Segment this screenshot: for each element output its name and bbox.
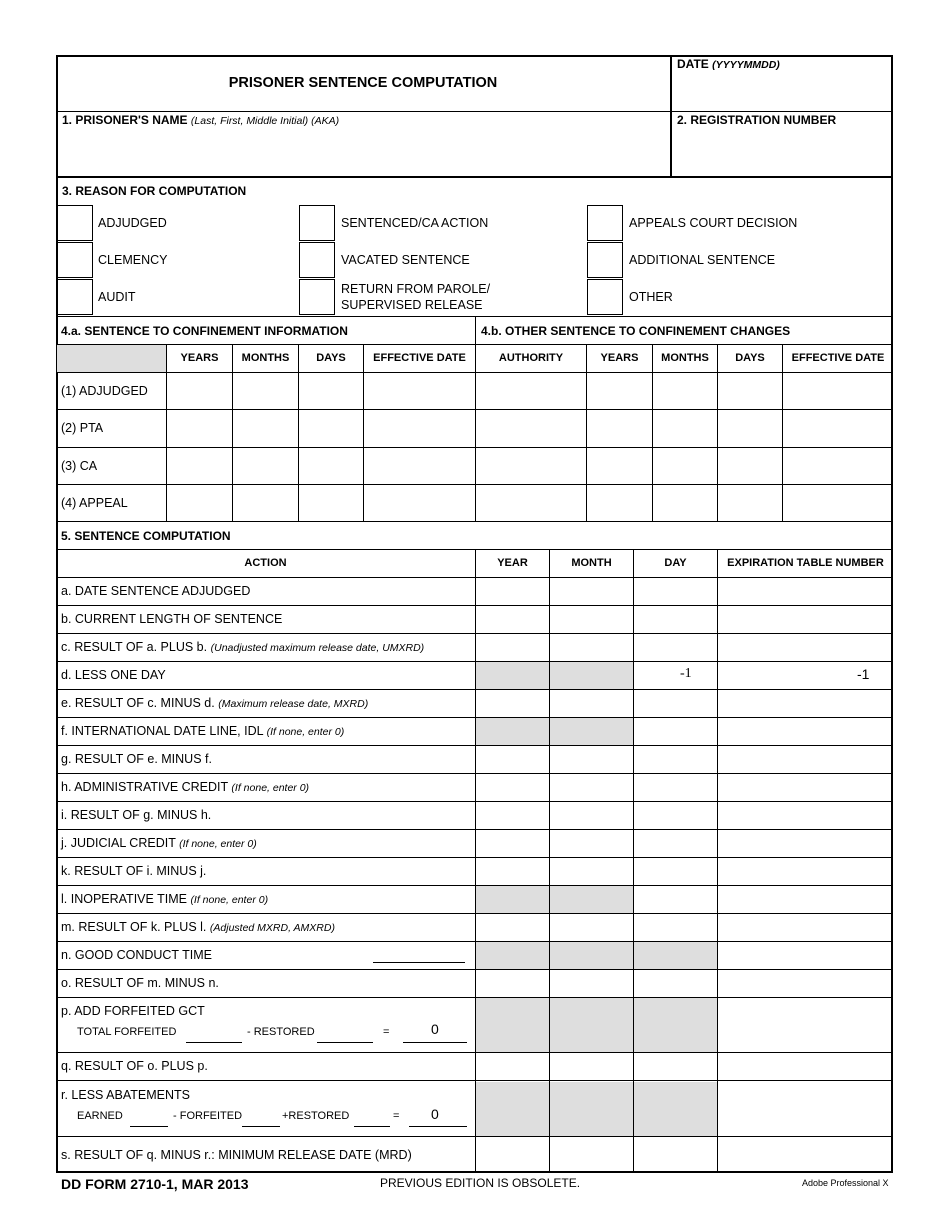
row-f-label: f. INTERNATIONAL DATE LINE, IDL (If none, enter 0) xyxy=(61,724,345,738)
divider xyxy=(475,549,476,1172)
divider xyxy=(717,344,718,521)
adjudged-label: ADJUDGED xyxy=(98,216,167,230)
col-days: DAYS xyxy=(316,352,346,364)
obsolete-notice: PREVIOUS EDITION IS OBSOLETE. xyxy=(380,1176,581,1190)
shaded-cell xyxy=(476,1082,717,1137)
good-conduct-time-field[interactable] xyxy=(373,962,465,963)
col-months-b: MONTHS xyxy=(661,352,709,364)
row-i-label: i. RESULT OF g. MINUS h. xyxy=(61,808,212,822)
total-forfeited-field[interactable] xyxy=(186,1042,242,1043)
equals-sign: = xyxy=(393,1110,400,1122)
registration-number-field[interactable] xyxy=(672,130,891,175)
col-day: DAY xyxy=(664,557,687,569)
clemency-checkbox[interactable] xyxy=(57,242,93,278)
date-label: DATE (YYYYMMDD) xyxy=(677,57,780,71)
sentenced-ca-action-checkbox[interactable] xyxy=(299,205,335,241)
section-5-label: 5. SENTENCE COMPUTATION xyxy=(61,529,231,543)
row-adjudged-label: (1) ADJUDGED xyxy=(61,384,148,398)
adjudged-checkbox[interactable] xyxy=(57,205,93,241)
prisoner-name-label: 1. PRISONER'S NAME (Last, First, Middle Initial) (AKA) xyxy=(62,113,340,127)
row-h-label: h. ADMINISTRATIVE CREDIT (If none, enter 0) xyxy=(61,780,310,794)
row-k-label: k. RESULT OF i. MINUS j. xyxy=(61,864,207,878)
col-expiration-table-number: EXPIRATION TABLE NUMBER xyxy=(727,557,884,569)
earned-label: EARNED xyxy=(77,1110,123,1122)
form-title: PRISONER SENTENCE COMPUTATION xyxy=(228,75,498,91)
divider xyxy=(717,549,718,1172)
forfeited-label: - FORFEITED xyxy=(173,1110,243,1122)
other-checkbox[interactable] xyxy=(587,279,623,315)
divider xyxy=(633,549,634,1172)
divider xyxy=(56,521,893,522)
col-months: MONTHS xyxy=(241,352,290,364)
divider xyxy=(166,344,167,521)
prisoner-name-field[interactable] xyxy=(58,130,668,175)
shaded-cell xyxy=(476,998,717,1052)
row-o-label: o. RESULT OF m. MINUS n. xyxy=(61,976,219,990)
equals-sign: = xyxy=(383,1026,390,1038)
earned-field[interactable] xyxy=(130,1126,168,1127)
divider xyxy=(586,344,587,521)
row-g-label: g. RESULT OF e. MINUS f. xyxy=(61,752,212,766)
sentenced-ca-action-label: SENTENCED/CA ACTION xyxy=(341,216,489,230)
row-appeal-label: (4) APPEAL xyxy=(61,496,128,510)
divider xyxy=(782,344,783,521)
restored-field[interactable] xyxy=(317,1042,373,1043)
other-label: OTHER xyxy=(629,290,673,304)
col-effective-date-b: EFFECTIVE DATE xyxy=(791,352,885,364)
row-c-label: c. RESULT OF a. PLUS b. (Unadjusted maximum release date, UMXRD) xyxy=(61,640,425,654)
shaded-cell xyxy=(476,718,633,745)
registration-number-label: 2. REGISTRATION NUMBER xyxy=(677,113,837,127)
row-b-label: b. CURRENT LENGTH OF SENTENCE xyxy=(61,612,283,626)
software-credit: Adobe Professional X xyxy=(802,1178,889,1188)
divider xyxy=(56,176,893,178)
col-years: YEARS xyxy=(180,352,219,364)
reason-label: 3. REASON FOR COMPUTATION xyxy=(62,184,247,198)
row-s-label: s. RESULT OF q. MINUS r.: MINIMUM RELEASE DATE (MRD) xyxy=(61,1148,412,1162)
restored-abatement-label: +RESTORED xyxy=(282,1110,350,1122)
shaded-cell xyxy=(476,942,717,969)
appeals-court-decision-checkbox[interactable] xyxy=(587,205,623,241)
audit-checkbox[interactable] xyxy=(57,279,93,315)
form-id: DD FORM 2710-1, MAR 2013 xyxy=(61,1176,249,1192)
col-days-b: DAYS xyxy=(735,352,765,364)
forfeited-field[interactable] xyxy=(242,1126,280,1127)
col-authority: AUTHORITY xyxy=(498,352,564,364)
section-4a-label: 4.a. SENTENCE TO CONFINEMENT INFORMATION xyxy=(61,324,348,338)
row-m-label: m. RESULT OF k. PLUS l. (Adjusted MXRD, AMXRD) xyxy=(61,920,335,934)
row-d-label: d. LESS ONE DAY xyxy=(61,668,166,682)
col-action: ACTION xyxy=(244,557,287,569)
forfeited-gct-result-field[interactable] xyxy=(403,1042,467,1043)
supervised-release-label: SUPERVISED RELEASE xyxy=(341,298,483,312)
col-month: MONTH xyxy=(571,557,612,569)
row-ca-label: (3) CA xyxy=(61,459,98,473)
row-r-label: r. LESS ABATEMENTS xyxy=(61,1088,190,1102)
row-a-label: a. DATE SENTENCE ADJUDGED xyxy=(61,584,251,598)
forfeited-gct-result-value: 0 xyxy=(431,1021,439,1037)
restored-abatement-field[interactable] xyxy=(354,1126,390,1127)
row-j-label: j. JUDICIAL CREDIT (If none, enter 0) xyxy=(61,836,257,850)
shaded-cell xyxy=(476,662,633,689)
return-from-parole-checkbox[interactable] xyxy=(299,279,335,315)
divider xyxy=(652,344,653,521)
divider xyxy=(298,344,299,521)
section-4b-label: 4.b. OTHER SENTENCE TO CONFINEMENT CHANGES xyxy=(481,324,791,338)
audit-label: AUDIT xyxy=(98,290,136,304)
row-p-label: p. ADD FORFEITED GCT xyxy=(61,1004,205,1018)
additional-sentence-checkbox[interactable] xyxy=(587,242,623,278)
col-effective-date: EFFECTIVE DATE xyxy=(373,352,466,364)
shaded-header-cell xyxy=(57,345,166,372)
divider xyxy=(363,344,364,521)
row-d-day-value: -1 xyxy=(680,666,692,681)
col-year: YEAR xyxy=(497,557,528,569)
row-pta-label: (2) PTA xyxy=(61,421,104,435)
clemency-label: CLEMENCY xyxy=(98,253,168,267)
vacated-sentence-label: VACATED SENTENCE xyxy=(341,253,470,267)
return-from-parole-label: RETURN FROM PAROLE/ xyxy=(341,282,491,296)
divider xyxy=(475,316,476,521)
row-q-label: q. RESULT OF o. PLUS p. xyxy=(61,1059,208,1073)
appeals-court-decision-label: APPEALS COURT DECISION xyxy=(629,216,798,230)
vacated-sentence-checkbox[interactable] xyxy=(299,242,335,278)
additional-sentence-label: ADDITIONAL SENTENCE xyxy=(629,253,776,267)
row-l-label: l. INOPERATIVE TIME (If none, enter 0) xyxy=(61,892,269,906)
abatements-result-value: 0 xyxy=(431,1106,439,1122)
date-field[interactable] xyxy=(672,74,891,110)
row-d-table-value: -1 xyxy=(857,666,870,682)
abatements-result-field[interactable] xyxy=(409,1126,467,1127)
restored-label: - RESTORED xyxy=(247,1026,315,1038)
row-n-label: n. GOOD CONDUCT TIME xyxy=(61,948,212,962)
total-forfeited-label: TOTAL FORFEITED xyxy=(77,1026,177,1038)
row-e-label: e. RESULT OF c. MINUS d. (Maximum release date, MXRD) xyxy=(61,696,369,710)
divider xyxy=(232,344,233,521)
col-years-b: YEARS xyxy=(600,352,639,364)
shaded-cell xyxy=(476,886,633,913)
divider xyxy=(56,111,893,112)
divider xyxy=(549,549,550,1172)
